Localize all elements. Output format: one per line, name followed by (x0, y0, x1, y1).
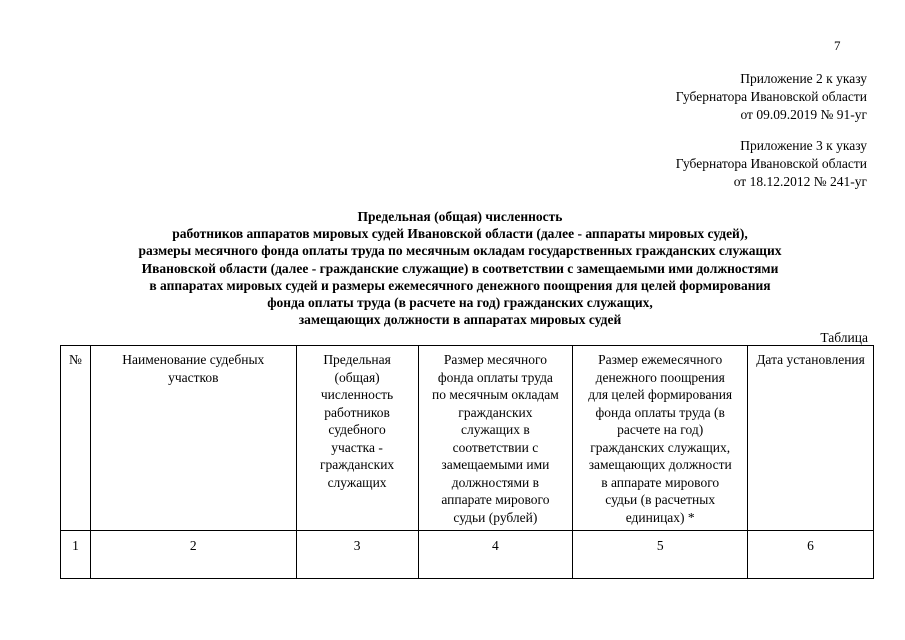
column-number-row (61, 531, 874, 579)
appendix-line: Приложение 2 к указу (740, 71, 867, 86)
appendix-previous (676, 137, 867, 191)
header-line: судьи (в расчетных (605, 492, 716, 507)
appendix-line: от 09.09.2019 № 91-уг (740, 107, 867, 122)
title-line: фонда оплаты труда (в расчете на год) гражданских служащих, (267, 295, 653, 311)
column-number-cell: 5 (573, 531, 748, 579)
header-line: гражданских (458, 404, 533, 420)
appendix-current (676, 70, 867, 124)
title-line: замещающих должности в аппаратах мировых судей (298, 312, 622, 328)
appendix-line: Губернатора Ивановской области (675, 156, 867, 171)
header-line: численность (320, 387, 394, 402)
header-cell-staff-limit (296, 346, 418, 531)
header-line: Дата установления (756, 352, 865, 367)
header-line: судебного (328, 422, 386, 437)
header-line: единицах) * (625, 509, 695, 525)
header-line: для целей формирования (588, 387, 733, 402)
header-line: фонда оплаты труда (437, 369, 553, 385)
header-cell-number (61, 346, 91, 531)
header-line: судьи (рублей) (453, 509, 538, 525)
header-line: служащих (327, 474, 387, 490)
column-number-cell: 6 (748, 531, 874, 579)
title-line: в аппаратах мировых судей и размеры ежемесячного денежного поощрения для целей формирования (149, 277, 771, 293)
table-header-row (61, 346, 874, 531)
header-line: служащих в (461, 422, 530, 437)
header-cell-court-name (90, 346, 296, 531)
page-number: 7 (834, 38, 841, 53)
header-line: расчете на год) (617, 422, 704, 437)
header-line: в аппарате мирового (601, 474, 720, 490)
title-line: работников аппаратов мировых судей Ивановской области (далее - аппараты мировых судей), (172, 226, 748, 242)
header-line: участков (168, 369, 219, 385)
appendix-line: от 18.12.2012 № 241-уг (733, 174, 867, 189)
header-line: Предельная (323, 352, 391, 367)
header-line: замещающих должности (588, 457, 732, 472)
header-line: Размер ежемесячного (598, 352, 723, 367)
appendix-line: Губернатора Ивановской области (675, 89, 867, 104)
header-line: соответствии с (452, 439, 539, 455)
header-line: гражданских (319, 457, 395, 472)
header-line: фонда оплаты труда (в (595, 404, 725, 420)
header-line: работников (324, 404, 390, 420)
header-cell-date (748, 346, 874, 531)
appendix-line: Приложение 3 к указу (740, 138, 867, 153)
header-line: № (69, 352, 82, 367)
document-title (60, 208, 860, 328)
header-line: Наименование судебных (122, 352, 265, 367)
header-cell-monthly-bonus (573, 346, 748, 531)
header-line: по месячным окладам (431, 387, 559, 402)
header-line: (общая) (334, 369, 380, 385)
header-line: денежного поощрения (595, 369, 725, 385)
column-number-cell: 2 (90, 531, 296, 579)
header-line: должностями в (451, 474, 540, 490)
header-cell-monthly-fund (418, 346, 573, 531)
column-number-cell: 3 (296, 531, 418, 579)
header-line: гражданских служащих, (590, 439, 731, 455)
table-label: Таблица (820, 330, 868, 345)
title-line: Ивановской области (далее - гражданские служащие) в соответствии с замещаемыми ими должностями (141, 260, 779, 276)
column-number-cell: 4 (418, 531, 573, 579)
column-number-cell: 1 (61, 531, 91, 579)
staffing-table (60, 345, 874, 579)
header-line: аппарате мирового (441, 492, 550, 507)
header-line: участка - (331, 439, 383, 455)
header-line: замещаемыми ими (441, 457, 550, 472)
header-line: Размер месячного (443, 352, 547, 367)
title-line: Предельная (общая) численность (357, 209, 563, 224)
title-line: размеры месячного фонда оплаты труда по месячным окладам государственных гражданских служащих (138, 243, 782, 259)
